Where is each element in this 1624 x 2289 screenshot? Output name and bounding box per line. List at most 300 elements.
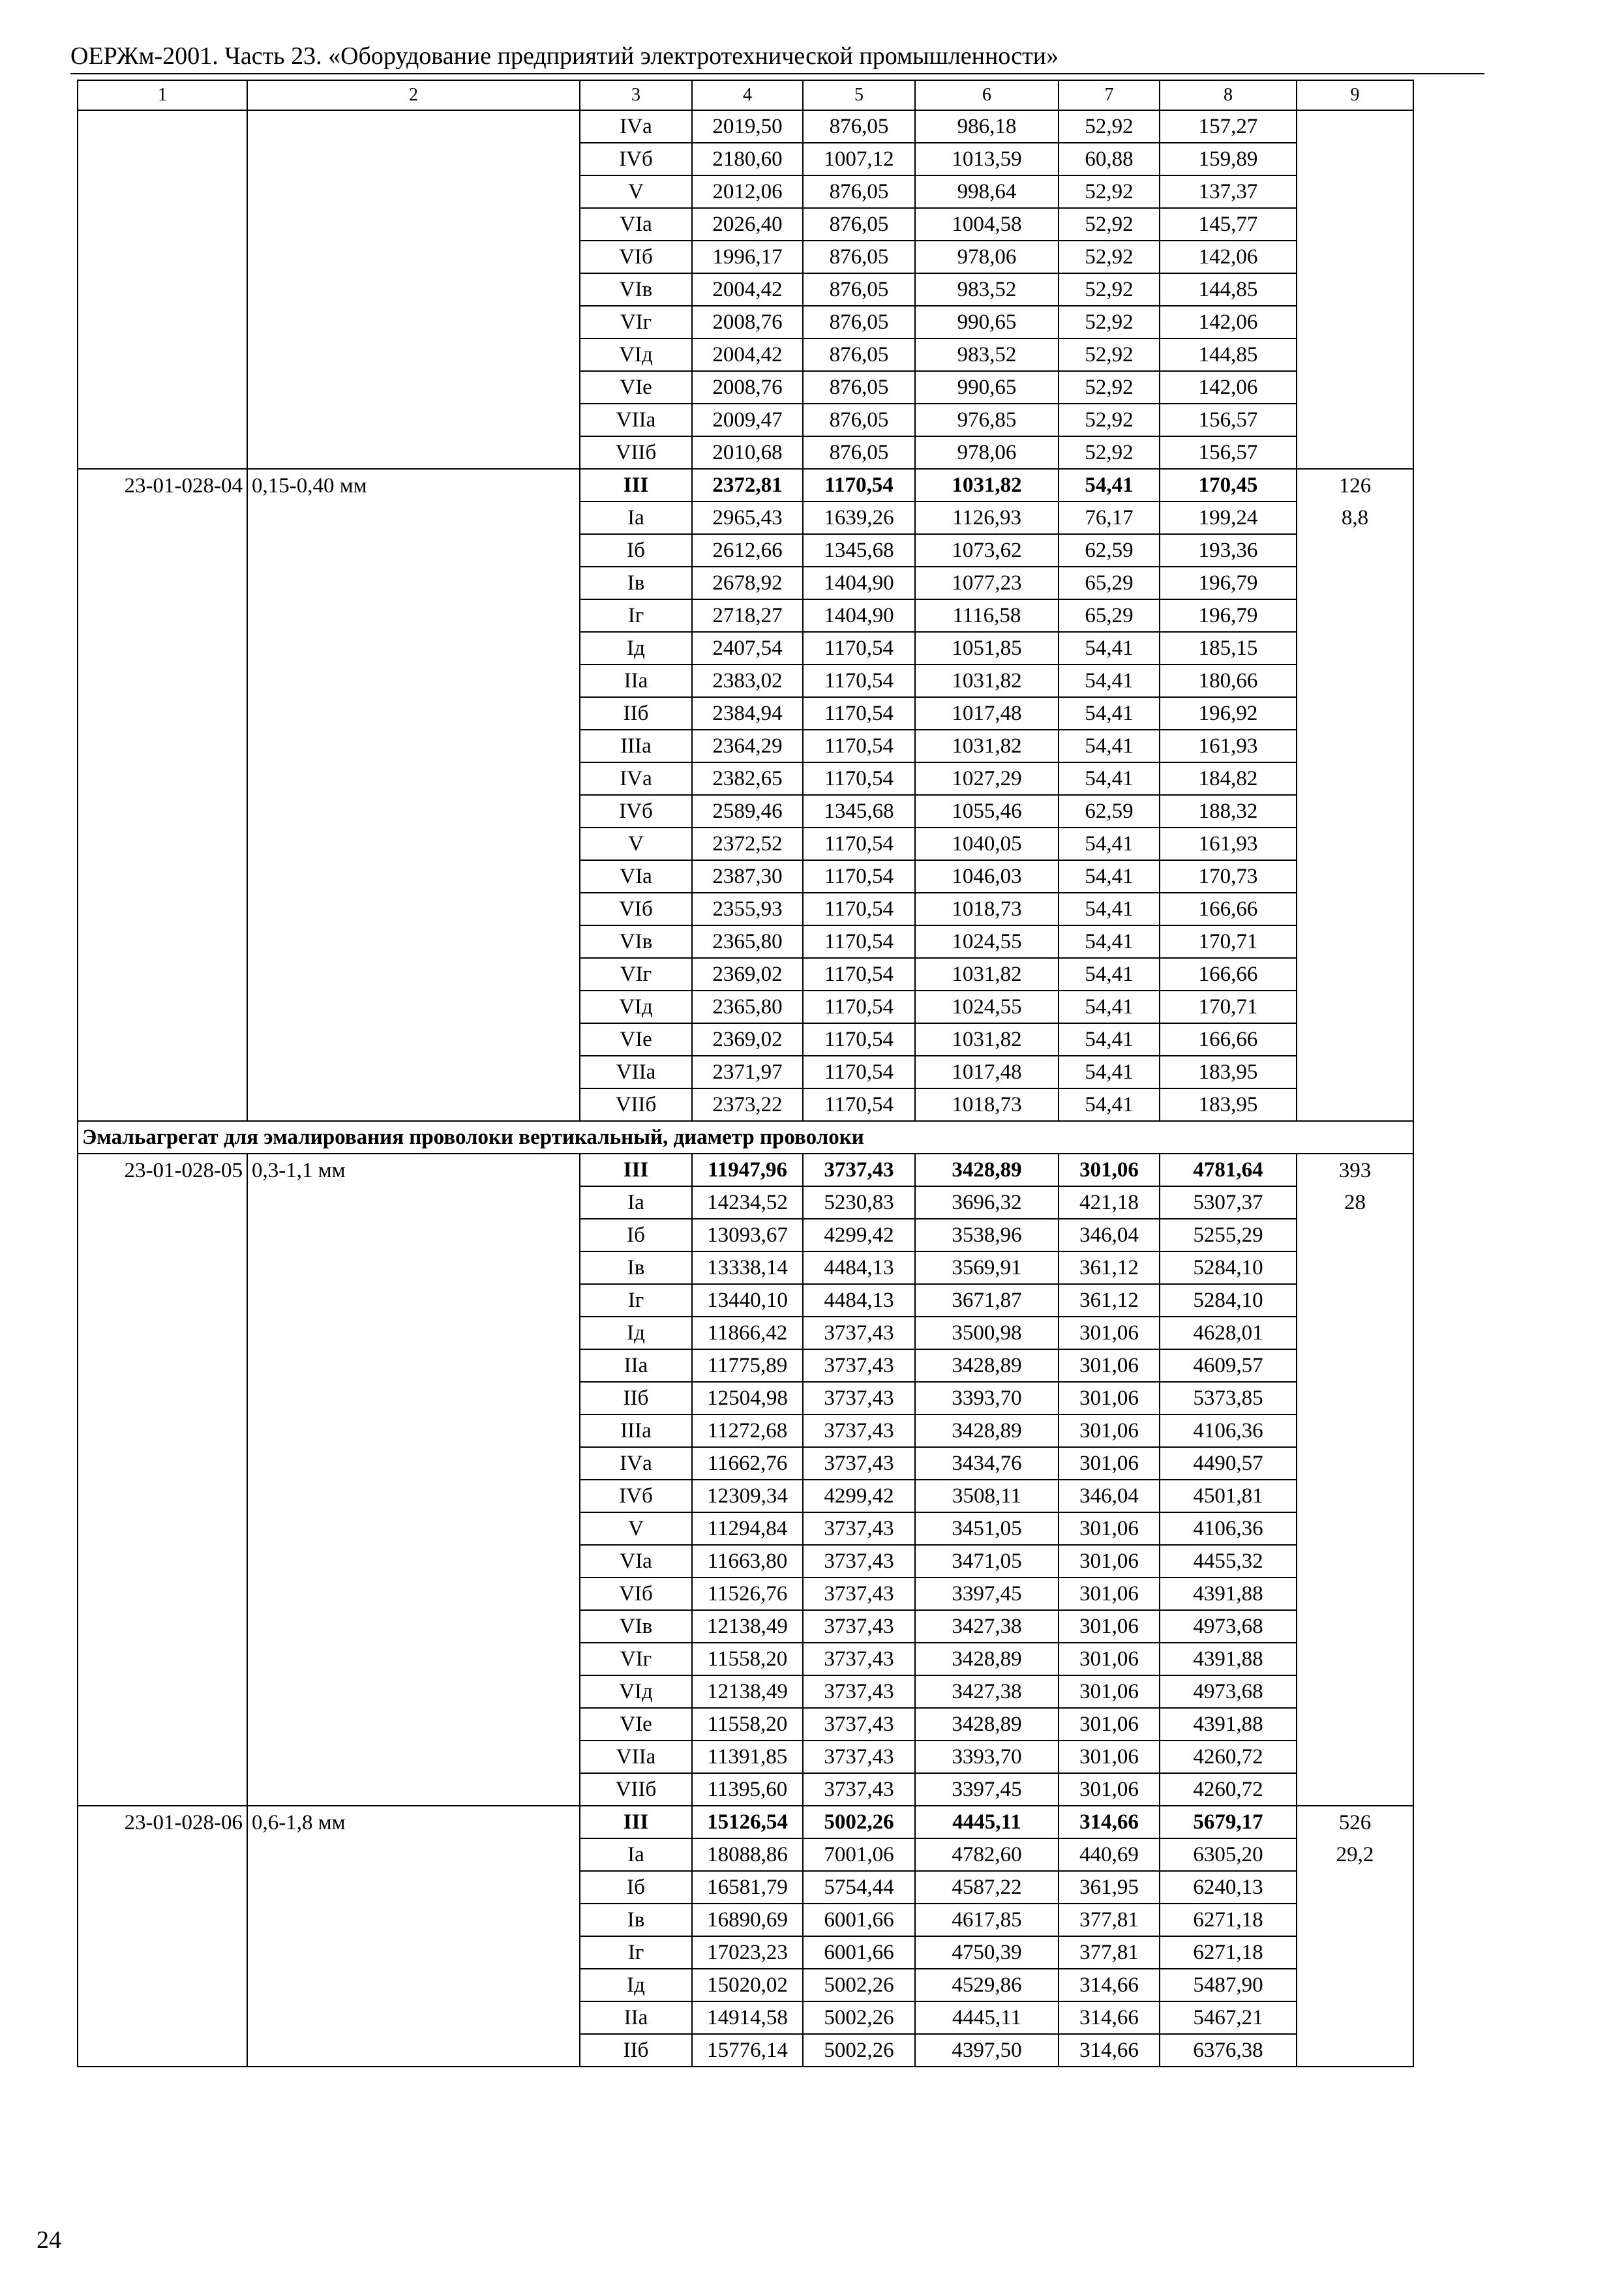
table-cell-c8: 170,73: [1160, 860, 1297, 893]
table-cell-c3: VIд: [580, 338, 692, 371]
table-cell-c7: 54,41: [1059, 991, 1160, 1023]
table-cell-c9: 526: [1297, 1806, 1413, 1838]
table-cell-c5: 5002,26: [803, 2001, 915, 2034]
table-cell-c4: 2364,29: [692, 730, 803, 762]
table-cell-c5: 1170,54: [803, 925, 915, 958]
table-cell-c3: VIв: [580, 925, 692, 958]
table-cell-c6: 1017,48: [915, 697, 1059, 730]
table-cell-c4: 11391,85: [692, 1741, 803, 1773]
table-cell-c3: IIIа: [580, 1414, 692, 1447]
table-cell-c8: 145,77: [1160, 208, 1297, 241]
table-cell-c2: [247, 632, 580, 665]
table-cell-c7: 54,41: [1059, 1023, 1160, 1056]
table-cell-c3: Iб: [580, 1219, 692, 1251]
table-cell-c7: 301,06: [1059, 1773, 1160, 1806]
table-cell-c9: [1297, 241, 1413, 273]
table-cell-c9: [1297, 1578, 1413, 1610]
table-cell-c5: 3737,43: [803, 1708, 915, 1741]
table-cell-c6: 3434,76: [915, 1447, 1059, 1480]
column-number-cell: 5: [803, 80, 915, 110]
table-cell-c8: 4609,57: [1160, 1349, 1297, 1382]
table-cell-c6: 1073,62: [915, 534, 1059, 567]
table-cell-c8: 4391,88: [1160, 1578, 1297, 1610]
table-cell-c3: Iб: [580, 534, 692, 567]
column-number-row: [78, 80, 1413, 110]
table-cell-c9: [1297, 567, 1413, 599]
table-cell-c7: 54,41: [1059, 958, 1160, 991]
table-cell-c4: 13338,14: [692, 1251, 803, 1284]
table-cell-c1: [78, 1414, 247, 1447]
table-cell-c3: Iа: [580, 1186, 692, 1219]
table-cell-c5: 1170,54: [803, 828, 915, 860]
table-cell-c8: 5679,17: [1160, 1806, 1297, 1838]
table-cell-c9: [1297, 762, 1413, 795]
table-cell-c8: 6305,20: [1160, 1838, 1297, 1871]
table-cell-c6: 1018,73: [915, 893, 1059, 925]
table-cell-c7: 52,92: [1059, 404, 1160, 436]
table-cell-c9: [1297, 1773, 1413, 1806]
table-cell-c1: [78, 599, 247, 632]
table-cell-c9: [1297, 2034, 1413, 2067]
table-cell-c3: VIд: [580, 1675, 692, 1708]
table-row: [78, 893, 1413, 925]
table-cell-c6: 1116,58: [915, 599, 1059, 632]
table-cell-c4: 2019,50: [692, 110, 803, 143]
table-cell-c9: [1297, 1708, 1413, 1741]
table-cell-c3: Iд: [580, 632, 692, 665]
table-cell-c3: VIг: [580, 1643, 692, 1675]
table-cell-c9: [1297, 1610, 1413, 1643]
table-cell-c4: 11294,84: [692, 1512, 803, 1545]
table-cell-c9: [1297, 1871, 1413, 1904]
table-cell-c6: 4529,86: [915, 1969, 1059, 2001]
table-cell-c7: 301,06: [1059, 1643, 1160, 1675]
table-cell-c1: [78, 958, 247, 991]
table-cell-c9: [1297, 1088, 1413, 1121]
table-cell-c9: [1297, 599, 1413, 632]
table-cell-c2: [247, 2034, 580, 2067]
table-cell-c7: 52,92: [1059, 436, 1160, 469]
table-row: [78, 110, 1413, 143]
table-cell-c6: 1126,93: [915, 501, 1059, 534]
table-cell-c4: 15020,02: [692, 1969, 803, 2001]
table-cell-c4: 14234,52: [692, 1186, 803, 1219]
table-cell-c1: [78, 1056, 247, 1088]
table-cell-c1: [78, 665, 247, 697]
table-cell-c7: 54,41: [1059, 925, 1160, 958]
table-cell-c5: 5230,83: [803, 1186, 915, 1219]
table-cell-c4: 13440,10: [692, 1284, 803, 1317]
table-cell-c6: 4445,11: [915, 2001, 1059, 2034]
table-cell-c6: 1046,03: [915, 860, 1059, 893]
table-cell-c4: 2384,94: [692, 697, 803, 730]
table-cell-c2: [247, 371, 580, 404]
table-cell-c1: [78, 175, 247, 208]
table-cell-c9: [1297, 1284, 1413, 1317]
table-cell-c2: [247, 1023, 580, 1056]
table-cell-c1: [78, 501, 247, 534]
rates-table: [77, 80, 1414, 2067]
table-cell-c7: 361,12: [1059, 1284, 1160, 1317]
table-cell-c2: [247, 1838, 580, 1871]
table-cell-c6: 1031,82: [915, 469, 1059, 501]
table-row: [78, 1414, 1413, 1447]
table-row: [78, 1154, 1413, 1186]
table-cell-c2: [247, 1447, 580, 1480]
table-cell-c1: [78, 1675, 247, 1708]
table-cell-c9: [1297, 1643, 1413, 1675]
table-row: [78, 1578, 1413, 1610]
table-cell-c6: 1024,55: [915, 925, 1059, 958]
table-cell-c7: 62,59: [1059, 795, 1160, 828]
table-cell-c9: [1297, 1904, 1413, 1936]
column-number-cell: 4: [692, 80, 803, 110]
table-cell-c1: [78, 1088, 247, 1121]
table-cell-c5: 1170,54: [803, 1088, 915, 1121]
table-cell-c8: 4260,72: [1160, 1741, 1297, 1773]
table-cell-c5: 1170,54: [803, 893, 915, 925]
table-cell-c8: 196,79: [1160, 567, 1297, 599]
table-cell-c7: 54,41: [1059, 730, 1160, 762]
column-number-cell: 1: [78, 80, 247, 110]
table-cell-c4: 12504,98: [692, 1382, 803, 1414]
table-cell-c4: 2004,42: [692, 338, 803, 371]
table-cell-c3: Iд: [580, 1969, 692, 2001]
table-cell-c2: [247, 436, 580, 469]
table-cell-c8: 159,89: [1160, 143, 1297, 175]
table-cell-c1: [78, 1871, 247, 1904]
table-cell-c2: [247, 1969, 580, 2001]
table-row: [78, 762, 1413, 795]
table-cell-c6: 4397,50: [915, 2034, 1059, 2067]
table-cell-c1: [78, 1382, 247, 1414]
table-cell-c6: 3428,89: [915, 1154, 1059, 1186]
table-cell-c2: [247, 1741, 580, 1773]
table-cell-c1: [78, 143, 247, 175]
table-cell-c5: 3737,43: [803, 1773, 915, 1806]
table-cell-c4: 2612,66: [692, 534, 803, 567]
table-cell-c4: 2369,02: [692, 958, 803, 991]
table-cell-c4: 11558,20: [692, 1643, 803, 1675]
table-cell-c9: [1297, 1936, 1413, 1969]
table-cell-c2: [247, 1643, 580, 1675]
table-cell-c7: 76,17: [1059, 501, 1160, 534]
table-cell-c7: 314,66: [1059, 1806, 1160, 1838]
table-cell-c2: [247, 599, 580, 632]
table-cell-c9: [1297, 273, 1413, 306]
table-cell-c3: Iг: [580, 599, 692, 632]
table-cell-c3: VIIб: [580, 436, 692, 469]
table-cell-c8: 5307,37: [1160, 1186, 1297, 1219]
table-cell-c1: [78, 1936, 247, 1969]
table-cell-c4: 1996,17: [692, 241, 803, 273]
table-cell-c3: VIе: [580, 1708, 692, 1741]
table-cell-c7: 54,41: [1059, 697, 1160, 730]
table-cell-c7: 301,06: [1059, 1545, 1160, 1578]
table-row: [78, 273, 1413, 306]
table-cell-c3: VIе: [580, 371, 692, 404]
table-cell-c8: 6271,18: [1160, 1936, 1297, 1969]
table-cell-c8: 6271,18: [1160, 1904, 1297, 1936]
table-cell-c5: 1170,54: [803, 762, 915, 795]
table-cell-c7: 301,06: [1059, 1382, 1160, 1414]
table-cell-c9: [1297, 1675, 1413, 1708]
table-cell-c1: [78, 1741, 247, 1773]
table-cell-c2: [247, 697, 580, 730]
table-cell-c6: 3428,89: [915, 1414, 1059, 1447]
table-cell-c5: 876,05: [803, 404, 915, 436]
table-cell-c6: 1017,48: [915, 1056, 1059, 1088]
table-cell-c3: VIIа: [580, 1056, 692, 1088]
table-cell-c5: 4299,42: [803, 1480, 915, 1512]
table-cell-c9: [1297, 1382, 1413, 1414]
table-row: [78, 860, 1413, 893]
table-cell-c9: [1297, 860, 1413, 893]
table-row: [78, 1904, 1413, 1936]
table-row: [78, 1969, 1413, 2001]
table-cell-c3: IVб: [580, 143, 692, 175]
table-cell-c3: VIв: [580, 1610, 692, 1643]
table-cell-c7: 52,92: [1059, 306, 1160, 338]
table-cell-c9: [1297, 1969, 1413, 2001]
table-cell-c9: [1297, 632, 1413, 665]
table-row: [78, 1056, 1413, 1088]
table-cell-c3: VIб: [580, 1578, 692, 1610]
table-cell-c1: [78, 860, 247, 893]
table-cell-c7: 60,88: [1059, 143, 1160, 175]
table-row: [78, 991, 1413, 1023]
table-cell-c4: 2387,30: [692, 860, 803, 893]
table-cell-c3: IVб: [580, 1480, 692, 1512]
table-cell-c4: 12138,49: [692, 1610, 803, 1643]
table-cell-c8: 185,15: [1160, 632, 1297, 665]
table-cell-c7: 52,92: [1059, 273, 1160, 306]
table-cell-c8: 4106,36: [1160, 1512, 1297, 1545]
table-row: [78, 1317, 1413, 1349]
table-cell-c3: VIа: [580, 860, 692, 893]
table-cell-c9: [1297, 828, 1413, 860]
table-cell-c3: VIе: [580, 1023, 692, 1056]
table-cell-c2: [247, 1708, 580, 1741]
table-cell-c1: [78, 567, 247, 599]
table-cell-c6: 1031,82: [915, 958, 1059, 991]
table-cell-c1: [78, 110, 247, 143]
table-cell-c3: VIIа: [580, 404, 692, 436]
table-cell-c6: 1027,29: [915, 762, 1059, 795]
table-cell-c2: [247, 1675, 580, 1708]
table-cell-c8: 5255,29: [1160, 1219, 1297, 1251]
table-cell-c1: [78, 1969, 247, 2001]
table-cell-c2: [247, 665, 580, 697]
table-cell-c2: [247, 1088, 580, 1121]
table-cell-c4: 2965,43: [692, 501, 803, 534]
table-cell-c3: VIб: [580, 241, 692, 273]
table-cell-c1: [78, 1643, 247, 1675]
table-row: [78, 404, 1413, 436]
table-cell-c2: [247, 1578, 580, 1610]
table-cell-c1: [78, 273, 247, 306]
table-cell-c7: 301,06: [1059, 1675, 1160, 1708]
table-cell-c1: [78, 991, 247, 1023]
table-cell-c8: 161,93: [1160, 730, 1297, 762]
table-cell-c1: 23-01-028-05: [78, 1154, 247, 1186]
table-cell-c4: 11272,68: [692, 1414, 803, 1447]
table-cell-c8: 183,95: [1160, 1056, 1297, 1088]
table-cell-c3: Iб: [580, 1871, 692, 1904]
column-number-cell: 2: [247, 80, 580, 110]
table-cell-c2: [247, 404, 580, 436]
table-cell-c7: 65,29: [1059, 599, 1160, 632]
table-cell-c9: 126: [1297, 469, 1413, 501]
table-cell-c5: 3737,43: [803, 1382, 915, 1414]
table-cell-c9: 29,2: [1297, 1838, 1413, 1871]
table-row: [78, 925, 1413, 958]
table-cell-c8: 137,37: [1160, 175, 1297, 208]
table-cell-c6: 3427,38: [915, 1675, 1059, 1708]
table-cell-c7: 301,06: [1059, 1154, 1160, 1186]
table-cell-c4: 2372,81: [692, 469, 803, 501]
table-row: [78, 1219, 1413, 1251]
table-cell-c1: [78, 1023, 247, 1056]
table-cell-c1: [78, 2034, 247, 2067]
table-cell-c9: [1297, 306, 1413, 338]
table-cell-c4: 2355,93: [692, 893, 803, 925]
table-cell-c6: 4750,39: [915, 1936, 1059, 1969]
table-cell-c5: 1345,68: [803, 534, 915, 567]
table-row: [78, 730, 1413, 762]
table-cell-c9: [1297, 795, 1413, 828]
table-cell-c4: 2026,40: [692, 208, 803, 241]
table-row: [78, 2001, 1413, 2034]
table-cell-c2: [247, 1056, 580, 1088]
table-cell-c4: 2382,65: [692, 762, 803, 795]
table-cell-c1: [78, 762, 247, 795]
table-cell-c4: 2373,22: [692, 1088, 803, 1121]
table-cell-c4: 2589,46: [692, 795, 803, 828]
table-cell-c5: 1170,54: [803, 991, 915, 1023]
table-cell-c6: 3508,11: [915, 1480, 1059, 1512]
table-cell-c8: 161,93: [1160, 828, 1297, 860]
table-cell-c2: [247, 1904, 580, 1936]
table-cell-c5: 4484,13: [803, 1284, 915, 1317]
table-cell-c7: 301,06: [1059, 1708, 1160, 1741]
table-cell-c6: 4782,60: [915, 1838, 1059, 1871]
table-cell-c9: [1297, 1317, 1413, 1349]
table-cell-c2: [247, 1251, 580, 1284]
table-cell-c6: 990,65: [915, 371, 1059, 404]
table-cell-c5: 6001,66: [803, 1936, 915, 1969]
table-cell-c7: 301,06: [1059, 1512, 1160, 1545]
table-cell-c3: V: [580, 1512, 692, 1545]
table-cell-c2: [247, 828, 580, 860]
table-cell-c6: 983,52: [915, 273, 1059, 306]
table-cell-c6: 1024,55: [915, 991, 1059, 1023]
table-cell-c1: [78, 2001, 247, 2034]
table-cell-c9: [1297, 436, 1413, 469]
table-cell-c7: 301,06: [1059, 1578, 1160, 1610]
table-cell-c4: 18088,86: [692, 1838, 803, 1871]
table-cell-c5: 876,05: [803, 175, 915, 208]
table-cell-c1: [78, 208, 247, 241]
table-cell-c2: [247, 991, 580, 1023]
table-cell-c5: 3737,43: [803, 1643, 915, 1675]
table-cell-c8: 196,92: [1160, 697, 1297, 730]
table-cell-c3: III: [580, 1154, 692, 1186]
table-cell-c5: 3737,43: [803, 1349, 915, 1382]
table-cell-c2: [247, 860, 580, 893]
table-cell-c4: 12138,49: [692, 1675, 803, 1708]
table-cell-c4: 11558,20: [692, 1708, 803, 1741]
table-cell-c6: 1031,82: [915, 730, 1059, 762]
table-cell-c3: VIв: [580, 273, 692, 306]
table-cell-c2: [247, 925, 580, 958]
table-row: [78, 1871, 1413, 1904]
table-cell-c7: 52,92: [1059, 371, 1160, 404]
table-cell-c9: [1297, 1741, 1413, 1773]
table-cell-c9: [1297, 1480, 1413, 1512]
table-cell-c7: 54,41: [1059, 828, 1160, 860]
table-cell-c5: 3737,43: [803, 1675, 915, 1708]
table-cell-c1: [78, 697, 247, 730]
table-cell-c1: [78, 730, 247, 762]
table-cell-c3: VIа: [580, 1545, 692, 1578]
table-cell-c5: 876,05: [803, 338, 915, 371]
table-cell-c2: [247, 1219, 580, 1251]
table-cell-c9: [1297, 697, 1413, 730]
table-cell-c3: IIб: [580, 697, 692, 730]
table-cell-c9: [1297, 665, 1413, 697]
table-cell-c5: 3737,43: [803, 1545, 915, 1578]
table-cell-c8: 184,82: [1160, 762, 1297, 795]
table-cell-c7: 54,41: [1059, 632, 1160, 665]
table-cell-c9: [1297, 338, 1413, 371]
table-cell-c2: [247, 1382, 580, 1414]
table-cell-c1: [78, 1578, 247, 1610]
table-row: [78, 1838, 1413, 1871]
table-cell-c4: 13093,67: [692, 1219, 803, 1251]
table-cell-c4: 2009,47: [692, 404, 803, 436]
table-cell-c1: [78, 1773, 247, 1806]
table-cell-c9: [1297, 208, 1413, 241]
column-number-cell: 8: [1160, 80, 1297, 110]
table-cell-c1: [78, 1349, 247, 1382]
table-cell-c9: [1297, 371, 1413, 404]
table-cell-c6: 983,52: [915, 338, 1059, 371]
table-cell-c1: [78, 338, 247, 371]
table-row: [78, 1936, 1413, 1969]
table-row: [78, 1480, 1413, 1512]
table-row: [78, 697, 1413, 730]
table-cell-c9: [1297, 958, 1413, 991]
table-cell-c5: 7001,06: [803, 1838, 915, 1871]
table-cell-c7: 52,92: [1059, 110, 1160, 143]
header-rule: [70, 73, 1484, 74]
table-cell-c8: 170,71: [1160, 991, 1297, 1023]
table-cell-c4: 11662,76: [692, 1447, 803, 1480]
table-cell-c6: 3451,05: [915, 1512, 1059, 1545]
table-cell-c4: 2369,02: [692, 1023, 803, 1056]
table-cell-c8: 5467,21: [1160, 2001, 1297, 2034]
table-cell-c2: [247, 1871, 580, 1904]
table-cell-c3: IIа: [580, 2001, 692, 2034]
table-cell-c7: 54,41: [1059, 762, 1160, 795]
table-cell-c1: [78, 925, 247, 958]
table-cell-c6: 1013,59: [915, 143, 1059, 175]
table-cell-c5: 1170,54: [803, 1023, 915, 1056]
table-cell-c6: 3393,70: [915, 1741, 1059, 1773]
table-cell-c5: 3737,43: [803, 1317, 915, 1349]
table-cell-c2: 0,6-1,8 мм: [247, 1806, 580, 1838]
